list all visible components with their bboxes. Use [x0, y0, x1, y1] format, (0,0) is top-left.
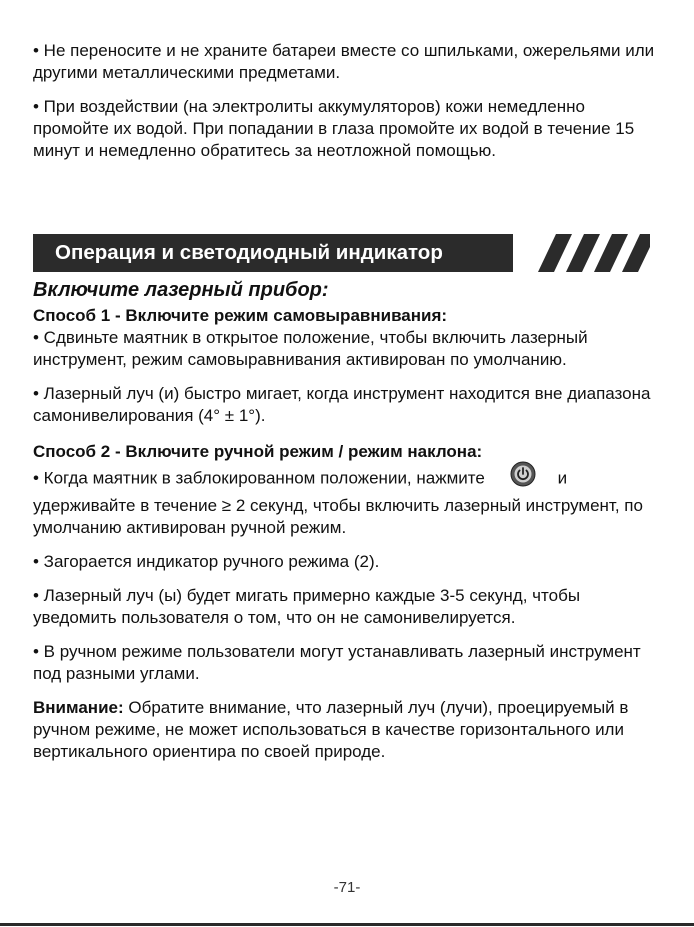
method2-bullet1 — [33, 463, 668, 539]
method1-heading: Способ 1 - Включите режим самовыравнивания: — [33, 306, 448, 325]
top-section — [33, 40, 663, 174]
attention-text: Обратите внимание, что лазерный луч (лучи), проецируемый в ручном режиме, не может использоваться в качестве горизонтального или вертикального ориентира по своей природе. — [33, 698, 629, 761]
power-button-icon — [510, 461, 536, 493]
method2-heading: Способ 2 - Включите ручной режим / режим наклона: — [33, 442, 483, 461]
method2-bullet1-text3: удерживайте в течение ≥ 2 секунд, чтобы включить лазерный инструмент, по умолчанию активирован ручной режим. — [33, 496, 643, 537]
method2-bullet2: • Загорается индикатор ручного режима (2). — [33, 552, 380, 571]
section-header — [33, 234, 513, 272]
method1-bullet2: • Лазерный луч (и) быстро мигает, когда инструмент находится вне диапазона самонивелирования (4° ± 1°). — [33, 384, 651, 425]
subtitle: Включите лазерный прибор: — [33, 279, 329, 301]
method2-bullet4: • В ручном режиме пользователи могут устанавливать лазерный инструмент под разными углами. — [33, 642, 641, 683]
attention-note — [33, 697, 668, 763]
page-number: -71- — [333, 879, 361, 896]
attention-label: Внимание: — [33, 698, 124, 717]
method2-bullet3: • Лазерный луч (ы) будет мигать примерно каждые 3-5 секунд, чтобы уведомить пользователя о том, что он не самонивелируется. — [33, 586, 581, 627]
method1-bullet1: • Сдвиньте маятник в открытое положение, чтобы включить лазерный инструмент, режим самовыравнивания активирован по умолчанию. — [33, 328, 588, 369]
battery-warning-1: • Не переносите и не храните батареи вместе со шпильками, ожерельями или другими металлическими предметами. — [33, 41, 655, 82]
battery-warning-2: • При воздействии (на электролиты аккумуляторов) кожи немедленно промойте их водой. При попадании в глаза промойте их водой в течение 15 минут и немедленно обратитесь за неотложной помощью. — [33, 97, 635, 160]
methods-section — [33, 305, 668, 775]
header-stripes-decoration — [520, 234, 650, 272]
section-title: Операция и светодиодный индикатор — [55, 241, 443, 264]
method2-bullet1-text2: и — [557, 468, 568, 488]
bottom-divider — [0, 923, 694, 926]
method2-bullet1-text1: • Когда маятник в заблокированном положении, нажмите — [33, 468, 485, 488]
